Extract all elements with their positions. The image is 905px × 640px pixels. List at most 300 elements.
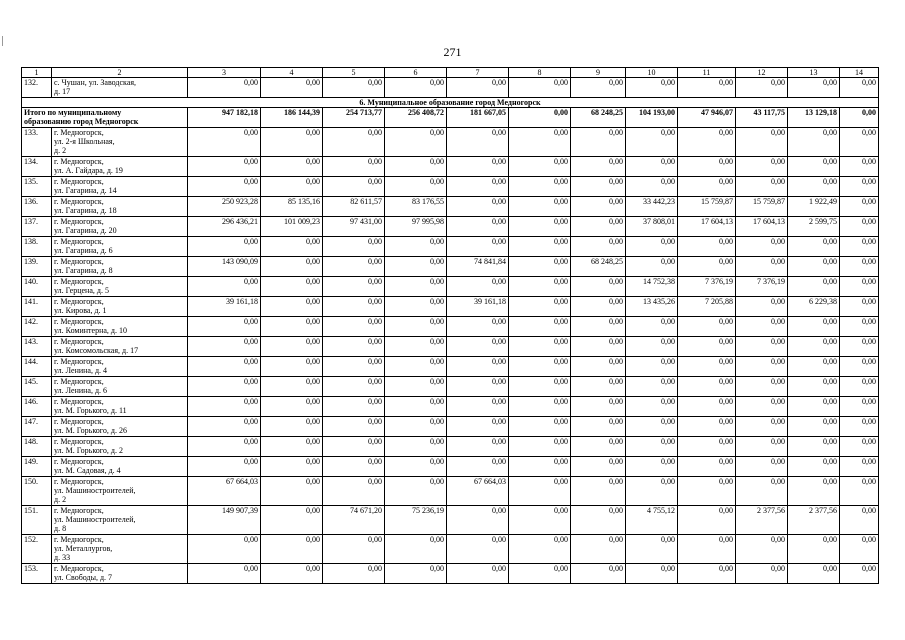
- value-col-14: 0,00: [840, 337, 879, 357]
- value-col-12: 0,00: [736, 297, 788, 317]
- value-col-3: 0,00: [188, 317, 261, 337]
- value-col-11: 0,00: [678, 535, 736, 564]
- value-col-6: 0,00: [385, 177, 447, 197]
- value-col-13: 0,00: [788, 78, 840, 98]
- value-col-10: 0,00: [626, 437, 678, 457]
- value-col-4: 101 009,23: [261, 217, 323, 237]
- row-number: 138.: [22, 237, 52, 257]
- value-col-11: 0,00: [678, 337, 736, 357]
- value-col-5: 0,00: [323, 397, 385, 417]
- value-col-12: 0,00: [736, 257, 788, 277]
- value-col-13: 0,00: [788, 257, 840, 277]
- row-address: г. Медногорск, ул. М. Садовая, д. 4: [52, 457, 188, 477]
- value-col-4: 0,00: [261, 506, 323, 535]
- value-col-4: 0,00: [261, 437, 323, 457]
- value-col-7: 0,00: [447, 277, 509, 297]
- value-col-9: 0,00: [571, 417, 626, 437]
- column-number-10: 10: [626, 68, 678, 78]
- column-number-8: 8: [509, 68, 571, 78]
- total-value-col-9: 68 248,25: [571, 108, 626, 128]
- value-col-13: 2 599,75: [788, 217, 840, 237]
- value-col-10: 0,00: [626, 157, 678, 177]
- value-col-10: 0,00: [626, 397, 678, 417]
- value-col-13: 6 229,38: [788, 297, 840, 317]
- value-col-10: 0,00: [626, 377, 678, 397]
- value-col-10: 0,00: [626, 317, 678, 337]
- value-col-14: 0,00: [840, 217, 879, 237]
- value-col-5: 0,00: [323, 297, 385, 317]
- value-col-14: 0,00: [840, 477, 879, 506]
- value-col-9: 68 248,25: [571, 257, 626, 277]
- row-number: 135.: [22, 177, 52, 197]
- value-col-12: 0,00: [736, 317, 788, 337]
- row-number: 137.: [22, 217, 52, 237]
- value-col-9: 0,00: [571, 78, 626, 98]
- value-col-13: 0,00: [788, 564, 840, 584]
- value-col-5: 82 611,57: [323, 197, 385, 217]
- row-address: г. Медногорск, ул. Гагарина, д. 20: [52, 217, 188, 237]
- column-number-13: 13: [788, 68, 840, 78]
- value-col-8: 0,00: [509, 437, 571, 457]
- value-col-3: 149 907,39: [188, 506, 261, 535]
- section-title: 6. Муниципальное образование город Медногорск: [22, 98, 879, 108]
- value-col-5: 0,00: [323, 157, 385, 177]
- value-col-14: 0,00: [840, 377, 879, 397]
- value-col-8: 0,00: [509, 217, 571, 237]
- value-col-6: 0,00: [385, 477, 447, 506]
- value-col-3: 0,00: [188, 337, 261, 357]
- value-col-14: 0,00: [840, 157, 879, 177]
- value-col-9: 0,00: [571, 437, 626, 457]
- value-col-12: 0,00: [736, 157, 788, 177]
- value-col-3: 0,00: [188, 397, 261, 417]
- row-number: 146.: [22, 397, 52, 417]
- value-col-3: 0,00: [188, 277, 261, 297]
- column-number-3: 3: [188, 68, 261, 78]
- value-col-6: 0,00: [385, 157, 447, 177]
- value-col-4: 0,00: [261, 564, 323, 584]
- value-col-7: 0,00: [447, 78, 509, 98]
- value-col-8: 0,00: [509, 317, 571, 337]
- value-col-7: 0,00: [447, 197, 509, 217]
- column-number-row: [22, 68, 879, 78]
- value-col-11: 0,00: [678, 506, 736, 535]
- value-col-3: 296 436,21: [188, 217, 261, 237]
- value-col-10: 0,00: [626, 237, 678, 257]
- value-col-5: 0,00: [323, 128, 385, 157]
- value-col-12: 0,00: [736, 535, 788, 564]
- value-col-13: 0,00: [788, 317, 840, 337]
- value-col-14: 0,00: [840, 277, 879, 297]
- row-address: г. Медногорск, ул. М. Горького, д. 11: [52, 397, 188, 417]
- value-col-5: 0,00: [323, 457, 385, 477]
- table-row: [22, 457, 879, 477]
- total-value-col-7: 181 667,05: [447, 108, 509, 128]
- row-address: г. Медногорск, ул. Ленина, д. 6: [52, 377, 188, 397]
- column-number-9: 9: [571, 68, 626, 78]
- value-col-5: 0,00: [323, 377, 385, 397]
- value-col-3: 0,00: [188, 535, 261, 564]
- value-col-5: 0,00: [323, 277, 385, 297]
- value-col-11: 0,00: [678, 357, 736, 377]
- value-col-9: 0,00: [571, 128, 626, 157]
- value-col-4: 0,00: [261, 457, 323, 477]
- value-col-12: 17 604,13: [736, 217, 788, 237]
- value-col-6: 0,00: [385, 397, 447, 417]
- value-col-6: 0,00: [385, 128, 447, 157]
- value-col-6: 0,00: [385, 277, 447, 297]
- value-col-10: 13 435,26: [626, 297, 678, 317]
- table-row: [22, 535, 879, 564]
- value-col-12: 0,00: [736, 357, 788, 377]
- value-col-5: 0,00: [323, 437, 385, 457]
- value-col-11: 0,00: [678, 477, 736, 506]
- value-col-4: 0,00: [261, 277, 323, 297]
- value-col-3: 0,00: [188, 377, 261, 397]
- table-row: [22, 317, 879, 337]
- value-col-13: 0,00: [788, 357, 840, 377]
- value-col-11: 0,00: [678, 457, 736, 477]
- value-col-13: 2 377,56: [788, 506, 840, 535]
- value-col-3: 0,00: [188, 157, 261, 177]
- column-number-4: 4: [261, 68, 323, 78]
- value-col-4: 0,00: [261, 297, 323, 317]
- value-col-5: 74 671,20: [323, 506, 385, 535]
- value-col-4: 0,00: [261, 128, 323, 157]
- value-col-10: 0,00: [626, 477, 678, 506]
- value-col-10: 0,00: [626, 535, 678, 564]
- page-number: 271: [443, 45, 462, 59]
- column-number-7: 7: [447, 68, 509, 78]
- value-col-12: 0,00: [736, 457, 788, 477]
- value-col-8: 0,00: [509, 78, 571, 98]
- row-number: 132.: [22, 78, 52, 98]
- value-col-13: 0,00: [788, 437, 840, 457]
- value-col-12: 15 759,87: [736, 197, 788, 217]
- table-row: [22, 477, 879, 506]
- value-col-11: 0,00: [678, 128, 736, 157]
- value-col-3: 0,00: [188, 357, 261, 377]
- row-address: г. Медногорск, ул. Коминтерна, д. 10: [52, 317, 188, 337]
- value-col-3: 0,00: [188, 78, 261, 98]
- value-col-14: 0,00: [840, 457, 879, 477]
- total-value-col-13: 13 129,18: [788, 108, 840, 128]
- value-col-8: 0,00: [509, 357, 571, 377]
- row-address: г. Медногорск, ул. 2-я Школьная, д. 2: [52, 128, 188, 157]
- value-col-10: 0,00: [626, 357, 678, 377]
- value-col-4: 0,00: [261, 177, 323, 197]
- value-col-10: 0,00: [626, 78, 678, 98]
- row-number: 133.: [22, 128, 52, 157]
- value-col-14: 0,00: [840, 78, 879, 98]
- table-row: [22, 297, 879, 317]
- value-col-9: 0,00: [571, 506, 626, 535]
- column-number-2: 2: [52, 68, 188, 78]
- value-col-8: 0,00: [509, 506, 571, 535]
- value-col-13: 0,00: [788, 237, 840, 257]
- column-number-12: 12: [736, 68, 788, 78]
- value-col-14: 0,00: [840, 357, 879, 377]
- value-col-3: 0,00: [188, 457, 261, 477]
- row-address: г. Медногорск, ул. Машиностроителей, д. 2: [52, 477, 188, 506]
- row-number: 143.: [22, 337, 52, 357]
- table-row: [22, 217, 879, 237]
- value-col-10: 4 755,12: [626, 506, 678, 535]
- value-col-9: 0,00: [571, 564, 626, 584]
- value-col-9: 0,00: [571, 277, 626, 297]
- value-col-7: 0,00: [447, 417, 509, 437]
- value-col-6: 0,00: [385, 457, 447, 477]
- value-col-9: 0,00: [571, 457, 626, 477]
- table-row: [22, 417, 879, 437]
- table-row: [22, 257, 879, 277]
- value-col-7: 0,00: [447, 177, 509, 197]
- value-col-13: 0,00: [788, 535, 840, 564]
- value-col-7: 0,00: [447, 377, 509, 397]
- value-col-8: 0,00: [509, 297, 571, 317]
- value-col-8: 0,00: [509, 128, 571, 157]
- section-heading-row: [22, 98, 879, 108]
- column-number-11: 11: [678, 68, 736, 78]
- value-col-14: 0,00: [840, 257, 879, 277]
- value-col-3: 250 923,28: [188, 197, 261, 217]
- row-address: с. Чушан, ул. Заводская, д. 17: [52, 78, 188, 98]
- value-col-11: 0,00: [678, 177, 736, 197]
- value-col-12: 0,00: [736, 417, 788, 437]
- value-col-5: 0,00: [323, 177, 385, 197]
- value-col-6: 0,00: [385, 237, 447, 257]
- value-col-9: 0,00: [571, 397, 626, 417]
- row-address: г. Медногорск, ул. Кирова, д. 1: [52, 297, 188, 317]
- value-col-11: 0,00: [678, 437, 736, 457]
- value-col-14: 0,00: [840, 197, 879, 217]
- value-col-14: 0,00: [840, 317, 879, 337]
- value-col-7: 0,00: [447, 564, 509, 584]
- value-col-6: 83 176,55: [385, 197, 447, 217]
- value-col-8: 0,00: [509, 257, 571, 277]
- value-col-6: 0,00: [385, 564, 447, 584]
- row-number: 147.: [22, 417, 52, 437]
- value-col-5: 0,00: [323, 257, 385, 277]
- value-col-8: 0,00: [509, 477, 571, 506]
- table-row: [22, 157, 879, 177]
- value-col-6: 0,00: [385, 297, 447, 317]
- row-number: 149.: [22, 457, 52, 477]
- value-col-11: 0,00: [678, 564, 736, 584]
- total-value-col-4: 186 144,39: [261, 108, 323, 128]
- value-col-10: 33 442,23: [626, 197, 678, 217]
- value-col-10: 37 808,01: [626, 217, 678, 237]
- value-col-4: 0,00: [261, 257, 323, 277]
- value-col-10: 14 752,38: [626, 277, 678, 297]
- value-col-14: 0,00: [840, 535, 879, 564]
- table-row: [22, 197, 879, 217]
- value-col-7: 0,00: [447, 535, 509, 564]
- row-address: г. Медногорск, ул. Свободы, д. 7: [52, 564, 188, 584]
- value-col-6: 97 995,98: [385, 217, 447, 237]
- row-number: 136.: [22, 197, 52, 217]
- value-col-3: 0,00: [188, 237, 261, 257]
- value-col-14: 0,00: [840, 397, 879, 417]
- value-col-3: 67 664,03: [188, 477, 261, 506]
- value-col-9: 0,00: [571, 357, 626, 377]
- value-col-12: 0,00: [736, 237, 788, 257]
- value-col-9: 0,00: [571, 217, 626, 237]
- value-col-8: 0,00: [509, 337, 571, 357]
- value-col-5: 0,00: [323, 337, 385, 357]
- value-col-10: 0,00: [626, 177, 678, 197]
- row-address: г. Медногорск, ул. Машиностроителей, д. 8: [52, 506, 188, 535]
- row-number: 134.: [22, 157, 52, 177]
- row-number: 153.: [22, 564, 52, 584]
- value-col-3: 0,00: [188, 417, 261, 437]
- value-col-14: 0,00: [840, 417, 879, 437]
- total-row: [22, 108, 879, 128]
- row-address: г. Медногорск, ул. Гагарина, д. 14: [52, 177, 188, 197]
- value-col-11: 17 604,13: [678, 217, 736, 237]
- column-number-1: 1: [22, 68, 52, 78]
- value-col-11: 0,00: [678, 317, 736, 337]
- value-col-5: 0,00: [323, 357, 385, 377]
- value-col-8: 0,00: [509, 564, 571, 584]
- total-value-col-8: 0,00: [509, 108, 571, 128]
- value-col-13: 0,00: [788, 337, 840, 357]
- funding-table: [21, 67, 879, 584]
- value-col-6: 0,00: [385, 417, 447, 437]
- value-col-4: 0,00: [261, 78, 323, 98]
- table-row: [22, 237, 879, 257]
- column-number-5: 5: [323, 68, 385, 78]
- table-row: [22, 277, 879, 297]
- row-number: 140.: [22, 277, 52, 297]
- value-col-12: 0,00: [736, 397, 788, 417]
- row-address: г. Медногорск, ул. М. Горького, д. 26: [52, 417, 188, 437]
- value-col-7: 74 841,84: [447, 257, 509, 277]
- value-col-7: 0,00: [447, 397, 509, 417]
- value-col-14: 0,00: [840, 297, 879, 317]
- value-col-12: 0,00: [736, 78, 788, 98]
- table-row: [22, 177, 879, 197]
- table-row: [22, 564, 879, 584]
- value-col-6: 0,00: [385, 437, 447, 457]
- value-col-7: 67 664,03: [447, 477, 509, 506]
- value-col-8: 0,00: [509, 535, 571, 564]
- value-col-4: 0,00: [261, 357, 323, 377]
- value-col-6: 0,00: [385, 317, 447, 337]
- value-col-5: 0,00: [323, 477, 385, 506]
- table-row: [22, 128, 879, 157]
- table-body: [22, 68, 879, 584]
- value-col-13: 0,00: [788, 457, 840, 477]
- row-address: г. Медногорск, ул. М. Горького, д. 2: [52, 437, 188, 457]
- row-number: 151.: [22, 506, 52, 535]
- value-col-4: 0,00: [261, 237, 323, 257]
- row-number: 142.: [22, 317, 52, 337]
- value-col-6: 0,00: [385, 357, 447, 377]
- row-number: 152.: [22, 535, 52, 564]
- value-col-10: 0,00: [626, 417, 678, 437]
- value-col-8: 0,00: [509, 417, 571, 437]
- value-col-7: 0,00: [447, 317, 509, 337]
- value-col-12: 0,00: [736, 337, 788, 357]
- row-address: г. Медногорск, ул. Ленина, д. 4: [52, 357, 188, 377]
- total-value-col-14: 0,00: [840, 108, 879, 128]
- row-number: 141.: [22, 297, 52, 317]
- value-col-4: 0,00: [261, 317, 323, 337]
- value-col-11: 0,00: [678, 417, 736, 437]
- value-col-8: 0,00: [509, 457, 571, 477]
- total-value-col-5: 254 713,77: [323, 108, 385, 128]
- value-col-5: 0,00: [323, 535, 385, 564]
- value-col-9: 0,00: [571, 535, 626, 564]
- value-col-6: 0,00: [385, 78, 447, 98]
- value-col-13: 1 922,49: [788, 197, 840, 217]
- value-col-12: 0,00: [736, 437, 788, 457]
- value-col-11: 15 759,87: [678, 197, 736, 217]
- value-col-12: 0,00: [736, 564, 788, 584]
- value-col-8: 0,00: [509, 197, 571, 217]
- table-row: [22, 506, 879, 535]
- value-col-12: 0,00: [736, 128, 788, 157]
- row-number: 148.: [22, 437, 52, 457]
- value-col-3: 0,00: [188, 128, 261, 157]
- total-value-col-12: 43 117,75: [736, 108, 788, 128]
- value-col-9: 0,00: [571, 157, 626, 177]
- value-col-11: 0,00: [678, 157, 736, 177]
- value-col-11: 7 376,19: [678, 277, 736, 297]
- value-col-10: 0,00: [626, 128, 678, 157]
- value-col-11: 0,00: [678, 397, 736, 417]
- value-col-8: 0,00: [509, 237, 571, 257]
- value-col-9: 0,00: [571, 337, 626, 357]
- value-col-6: 75 236,19: [385, 506, 447, 535]
- value-col-3: 0,00: [188, 177, 261, 197]
- value-col-7: 39 161,18: [447, 297, 509, 317]
- value-col-11: 0,00: [678, 377, 736, 397]
- row-number: 144.: [22, 357, 52, 377]
- value-col-14: 0,00: [840, 237, 879, 257]
- value-col-4: 0,00: [261, 377, 323, 397]
- total-value-col-11: 47 946,07: [678, 108, 736, 128]
- value-col-12: 0,00: [736, 377, 788, 397]
- table-row: [22, 437, 879, 457]
- value-col-4: 0,00: [261, 417, 323, 437]
- value-col-9: 0,00: [571, 317, 626, 337]
- value-col-10: 0,00: [626, 337, 678, 357]
- value-col-14: 0,00: [840, 177, 879, 197]
- value-col-6: 0,00: [385, 257, 447, 277]
- column-number-14: 14: [840, 68, 879, 78]
- value-col-5: 0,00: [323, 417, 385, 437]
- value-col-8: 0,00: [509, 277, 571, 297]
- value-col-9: 0,00: [571, 197, 626, 217]
- row-number: 145.: [22, 377, 52, 397]
- value-col-3: 0,00: [188, 564, 261, 584]
- value-col-9: 0,00: [571, 477, 626, 506]
- row-number: 150.: [22, 477, 52, 506]
- value-col-10: 0,00: [626, 564, 678, 584]
- total-label: Итого по муниципальному образованию город Медногорск: [22, 108, 188, 128]
- value-col-5: 0,00: [323, 317, 385, 337]
- table-row: [22, 78, 879, 98]
- value-col-11: 0,00: [678, 257, 736, 277]
- value-col-13: 0,00: [788, 417, 840, 437]
- row-address: г. Медногорск, ул. Комсомольская, д. 17: [52, 337, 188, 357]
- value-col-7: 0,00: [447, 128, 509, 157]
- value-col-8: 0,00: [509, 377, 571, 397]
- value-col-11: 7 205,88: [678, 297, 736, 317]
- value-col-6: 0,00: [385, 377, 447, 397]
